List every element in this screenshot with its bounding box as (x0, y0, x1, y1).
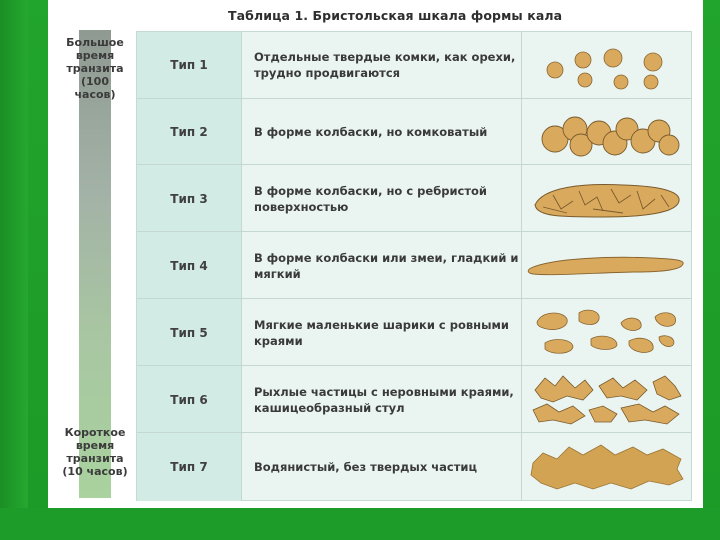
type-cell: Тип 7 (137, 433, 242, 501)
mushy-pieces-icon (523, 366, 691, 433)
type-cell: Тип 1 (137, 32, 242, 98)
short-transit-line: транзита (66, 452, 124, 465)
description-text: В форме колбаски или змеи, гладкий и мягкий (254, 250, 519, 281)
description-text: Водянистый, без твердых частиц (254, 460, 477, 474)
table-row (137, 365, 691, 433)
long-transit-label (60, 36, 130, 101)
type-cell: Тип 3 (137, 165, 242, 232)
table-row (137, 98, 691, 165)
long-transit-line: Большое (66, 36, 124, 49)
lumpy-sausage-icon (523, 99, 691, 165)
slide-bottom-band (0, 508, 720, 540)
cracked-sausage-illustration (523, 165, 691, 232)
table-row (137, 298, 691, 366)
description-cell (242, 433, 522, 501)
type-cell: Тип 6 (137, 366, 242, 433)
lumpy-sausage-illustration (523, 99, 691, 165)
description-text: В форме колбаски, но комковатый (254, 125, 488, 139)
cracked-sausage-icon (523, 165, 691, 232)
table-caption: Таблица 1. Бристольская шкала формы кала (228, 8, 563, 23)
description-text: В форме колбаски, но с ребристой поверхностью (254, 183, 487, 214)
hard-lumps-icon (523, 32, 691, 98)
description-cell (242, 299, 522, 366)
soft-blobs-illustration (523, 299, 691, 366)
table-row (137, 231, 691, 299)
soft-blobs-icon (523, 299, 691, 366)
short-transit-line: время (75, 439, 115, 452)
slide-left-stripe (0, 0, 28, 540)
hard-lumps-illustration (523, 32, 691, 98)
mushy-pieces-illustration (523, 366, 691, 433)
description-cell (242, 165, 522, 232)
short-transit-line: Короткое (64, 426, 126, 439)
watery-icon (523, 433, 691, 501)
smooth-snake-illustration (523, 232, 691, 299)
type-cell: Тип 4 (137, 232, 242, 299)
short-transit-label (60, 426, 130, 478)
bristol-scale-table (136, 31, 692, 501)
table-row (137, 32, 691, 98)
long-transit-line: (100 часов) (74, 75, 116, 101)
description-cell (242, 32, 522, 98)
short-transit-line: (10 часов) (62, 465, 128, 478)
description-text: Отдельные твердые комки, как орехи, трудно продвигаются (254, 50, 516, 80)
watery-illustration (523, 433, 691, 501)
long-transit-line: транзита (66, 62, 124, 75)
table-row (137, 164, 691, 232)
smooth-snake-icon (523, 232, 691, 299)
type-cell: Тип 5 (137, 299, 242, 366)
table-row (137, 432, 691, 501)
description-cell (242, 99, 522, 165)
type-cell: Тип 2 (137, 99, 242, 165)
description-text: Мягкие маленькие шарики с ровными краями (254, 317, 509, 348)
description-cell (242, 232, 522, 299)
description-text: Рыхлые частицы с неровными краями, кашицеобразный стул (254, 384, 514, 415)
description-cell (242, 366, 522, 433)
long-transit-line: время (75, 49, 115, 62)
